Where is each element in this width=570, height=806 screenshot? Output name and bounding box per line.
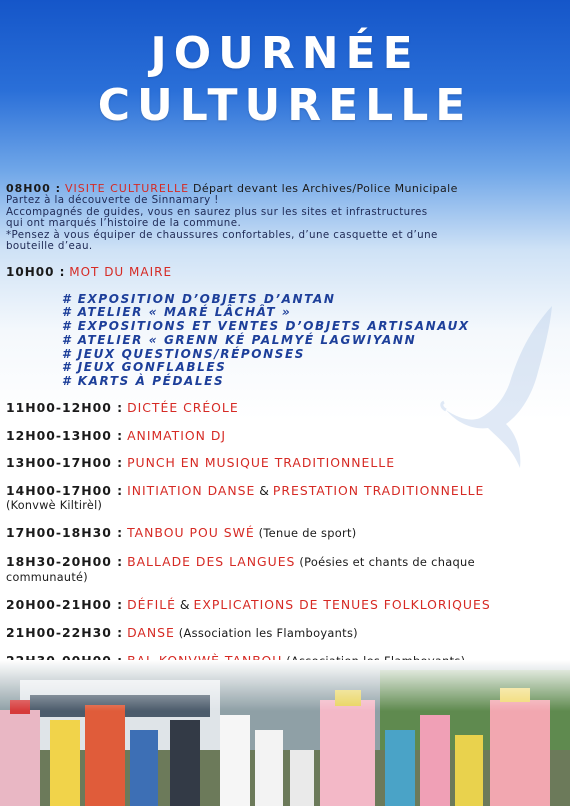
schedule-time: 11H00-12H00 : (6, 400, 124, 416)
schedule-note: (Association les Flamboyants) (178, 625, 358, 640)
intro-line-4: qui ont marqués l’histoire de la commune. (6, 217, 242, 229)
schedule-item (6, 483, 566, 513)
activities-list (62, 293, 566, 390)
schedule-note: (Poésies et chants de chaque (299, 554, 475, 569)
intro-place: Départ devant les Archives/Police Municipale (192, 182, 458, 195)
schedule-time: 12H00-13H00 : (6, 427, 124, 443)
intro-line-2: Partez à la découverte de Sinnamary ! (6, 194, 219, 206)
schedule-event: DICTÉE CRÉOLE (127, 400, 239, 416)
schedule (6, 400, 566, 669)
schedule-time: 14H00-17H00 : (6, 482, 124, 498)
schedule-time: 13H00-17H00 : (6, 455, 124, 471)
dancers-photo (0, 660, 570, 806)
activity-item: # EXPOSITIONS ET VENTES D’OBJETS ARTISANAUX (62, 319, 470, 334)
schedule-time: 20H00-21H00 : (6, 597, 124, 613)
mot-event: MOT DU MAIRE (69, 264, 173, 279)
schedule-time: 17H00-18H30 : (6, 525, 124, 541)
ampersand: & (259, 482, 269, 498)
schedule-item (6, 428, 566, 443)
schedule-event: PUNCH EN MUSIQUE TRADITIONNELLE (127, 455, 396, 471)
program (6, 182, 566, 682)
schedule-item (6, 625, 566, 641)
schedule-note: (Konvwè Kiltirèl) (6, 498, 103, 512)
schedule-item (6, 455, 566, 470)
mot-du-maire-line (6, 265, 566, 279)
schedule-item (6, 597, 566, 612)
schedule-item (6, 400, 566, 415)
schedule-time: 21H00-22H30 : (6, 624, 124, 640)
schedule-event: TANBOU POU SWÉ (127, 525, 255, 541)
intro-time: 08H00 : (6, 182, 62, 195)
schedule-event: DÉFILÉ (127, 597, 176, 613)
intro-line-3: Accompagnés de guides, vous en saurez plus sur les sites et infrastructures (6, 205, 428, 218)
schedule-event: EXPLICATIONS DE TENUES FOLKLORIQUES (193, 597, 491, 613)
schedule-event: INITIATION DANSE (127, 482, 256, 498)
schedule-event: PRESTATION TRADITIONNELLE (272, 482, 485, 498)
title-line-2: CULTURELLE (97, 80, 473, 131)
schedule-event: DANSE (127, 624, 175, 640)
intro-event: VISITE CULTURELLE (64, 182, 190, 195)
mot-time: 10H00 : (6, 264, 66, 279)
schedule-item (6, 525, 566, 541)
schedule-note: (Tenue de sport) (258, 526, 357, 541)
schedule-item (6, 554, 566, 585)
intro-block (6, 182, 566, 253)
activity-item: # EXPOSITION D’OBJETS D’ANTAN (62, 291, 336, 306)
schedule-event: BALLADE DES LANGUES (127, 553, 296, 569)
activity-item: # KARTS À PÉDALES (62, 374, 225, 389)
schedule-note-continued: communauté) (6, 570, 88, 584)
poster-title (0, 28, 570, 132)
activity-item: # ATELIER « MARÉ LÂCHÂT » (62, 305, 292, 320)
activity-item: # ATELIER « GRENN KÉ PALMYÉ LAGWIYANN (62, 332, 417, 347)
title-line-1: JOURNÉE (150, 28, 420, 79)
activity-item: # JEUX QUESTIONS/RÉPONSES (62, 346, 306, 361)
schedule-event: ANIMATION DJ (127, 427, 227, 443)
schedule-time: 18H30-20H00 : (6, 553, 124, 569)
intro-line-6: bouteille d’eau. (6, 240, 93, 252)
activity-item: # JEUX GONFLABLES (62, 360, 227, 375)
intro-line-5: *Pensez à vous équiper de chaussures confortables, d’une casquette et d’une (6, 228, 438, 241)
ampersand: & (179, 597, 190, 613)
